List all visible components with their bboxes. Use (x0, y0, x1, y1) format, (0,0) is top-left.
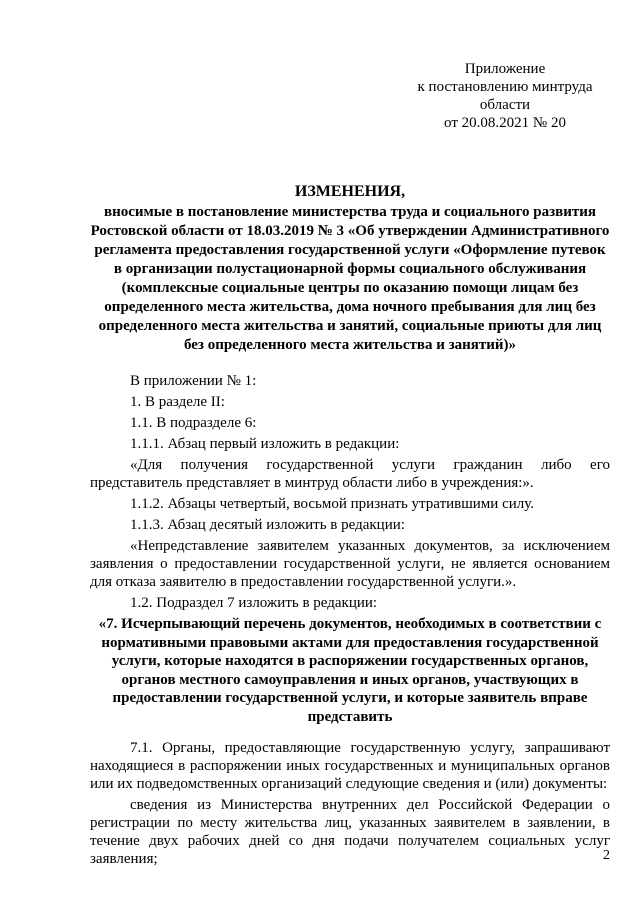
paragraph: 1.1.3. Абзац десятый изложить в редакции: (130, 517, 405, 533)
document-body (90, 372, 610, 871)
paragraph: 1.2. Подраздел 7 изложить в редакции: (130, 595, 378, 611)
paragraph: 1. В разделе II: (130, 394, 225, 410)
paragraph: В приложении № 1: (130, 373, 257, 389)
paragraph: 1.1. В подразделе 6: (130, 415, 257, 431)
page-number: 2 (603, 848, 610, 863)
document-title (90, 182, 610, 355)
paragraph: 7.1. Органы, предоставляющие государственную услугу, запрашивают находящиеся в распоряжении иных государственных и муниципальных органов или их подведомственных организаций следующие сведения и (или) документы: (90, 740, 610, 792)
appendix-line-2: к постановлению минтруда (417, 79, 593, 95)
paragraph: 1.1.1. Абзац первый изложить в редакции: (130, 436, 400, 452)
appendix-line-3: области (479, 97, 531, 113)
appendix-line-4: от 20.08.2021 № 20 (444, 115, 566, 131)
appendix-line-1: Приложение (464, 61, 546, 77)
paragraph: «Для получения государственной услуги гражданин либо его представитель представляет в минтруд области либо в учреждения:». (90, 457, 610, 491)
appendix-header (400, 60, 610, 132)
section-7-heading: «7. Исчерпывающий перечень документов, необходимых в соответствии с нормативными правовыми актами для предоставления государственной услуги, которые находятся в распоряжении государственных органов, органов местного самоуправления и иных органов, участвующих в предоставлении государственной услуги, и которые заявитель вправе представить (98, 616, 602, 725)
title-subtitle: вносимые в постановление министерства труда и социального развития Ростовской области от 18.03.2019 № 3 «Об утверждении Административного регламента предоставления государственной услуги «Оформление путевок в организации полустационарной формы социального обслуживания (комплексные социальные центры по оказанию помощи лицам без определенного места жительства, дома ночного пребывания для лиц без определенного места жительства и занятий, социальные приюты для лиц без определенного места жительства и занятий)» (90, 204, 610, 353)
title-heading: ИЗМЕНЕНИЯ, (294, 183, 406, 200)
paragraph: сведения из Министерства внутренних дел Российской Федерации о регистрации по месту жительства лиц, указанных заявителем в заявлении, в течение двух рабочих дней со дня подачи получателем социальных услуг заявления; (90, 797, 610, 867)
paragraph: «Непредставление заявителем указанных документов, за исключением заявления о предоставлении государственной услуги, не является основанием для отказа заявителю в предоставлении государственной услуги.». (90, 538, 610, 590)
paragraph: 1.1.2. Абзацы четвертый, восьмой признать утратившими силу. (130, 496, 534, 512)
